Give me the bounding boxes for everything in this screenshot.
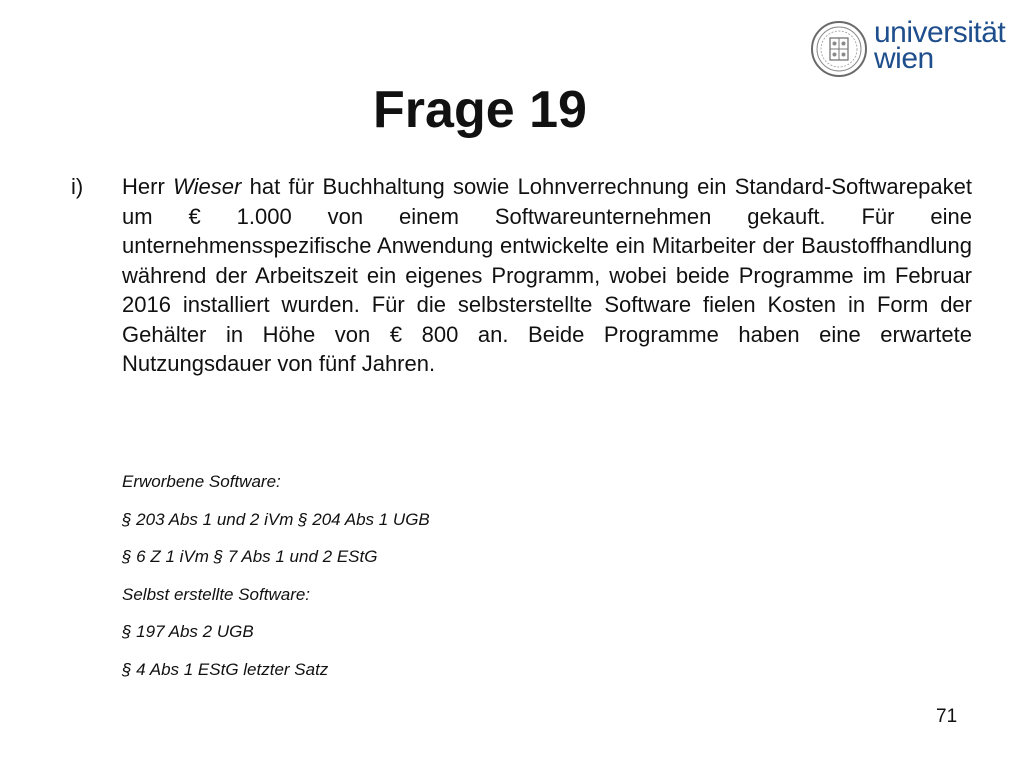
reference-line: § 6 Z 1 iVm § 7 Abs 1 und 2 EStG [122,547,378,566]
logo-line-1: universität [874,16,1006,49]
reference-line: § 203 Abs 1 und 2 iVm § 204 Abs 1 UGB [122,509,430,529]
question-text-start: Herr [122,174,174,199]
question-text-rest: hat für Buchhaltung sowie Lohnverrechnung ein Standard-Softwarepaket um € 1.000 von einem Softwareunternehmen gekauft. Für eine unternehmensspezifische Anwendung entwickelte ein Mitarbeiter der Baustoffhandlung während der Arbeitszeit ein eigenes Programm, wobei beide Programme im Februar 2016 installiert wurden. Für die selbsterstellte Software fielen Kosten in Form der Gehälter in Höhe von € 800 an. Beide Programme haben eine erwartete Nutzungsdauer von fünf Jahren. [122,174,972,376]
reference-line: § 197 Abs 2 UGB [122,622,254,641]
university-seal-icon [810,20,868,78]
question-text [122,172,972,379]
logo-wordmark [874,16,1006,75]
legal-references [122,472,822,697]
university-logo [810,18,1010,80]
question-name-emphasis: Wieser [173,174,242,199]
page-number: 71 [936,706,958,727]
list-marker: i) [71,174,84,199]
reference-heading-acquired: Erworbene Software: [122,472,281,491]
logo-line-2: wien [874,42,934,75]
reference-line: § 4 Abs 1 EStG letzter Satz [122,659,329,679]
slide-title: Frage 19 [373,81,587,139]
reference-heading-self-created: Selbst erstellte Software: [122,584,311,604]
